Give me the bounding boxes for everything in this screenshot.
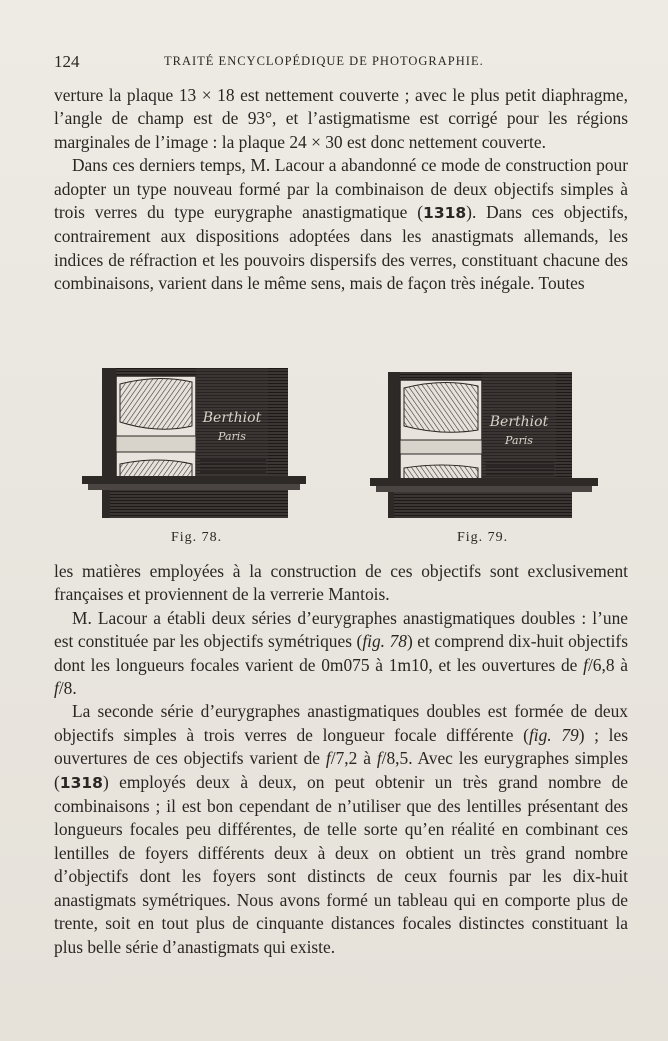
engraving-city: Paris	[505, 434, 533, 447]
paragraph-4	[54, 607, 628, 701]
figure-78-caption: Fig. 78.	[171, 530, 223, 545]
paragraph-2-text-a: Dans ces derniers temps, M. Lacour a abandonné ce mode de construction pour adopter un type nouveau formé par la combinaison de deux objectifs simples à trois verres du type eurygraphe anastigmatique (	[54, 155, 628, 223]
aperture-symbol: f	[583, 654, 588, 675]
engraving-city: Paris	[218, 430, 246, 443]
paragraph-5-text-c: /7,2 à	[330, 748, 377, 769]
running-head: TRAITÉ ENCYCLOPÉDIQUE DE PHOTOGRAPHIE.	[164, 54, 484, 68]
paragraph-5-text-e: ) employés deux à deux, on peut obtenir un très grand nombre de combinaisons ; il est bon cependant de n’utiliser que des lentilles présentant des longueurs focales peu différentes, de telle sorte qu’en réalité en combinant ces lentilles de foyers différents deux à deux on obtient un très grand nombre d’objectifs dont les foyers sont distincts de ceux fournis par les dix-huit anastigmats symétriques. Nous avons formé un tableau qui en comporte plus de trente, soit en tout plus de cinquante distances focales distinctes constituant la plus belle série d’anastigmats qui existe.	[54, 771, 628, 957]
paragraph-5-text-b: ) ; les ouvertures de ces objectifs varient de	[54, 724, 628, 769]
paragraph-5-text-d: /8,5. Avec les eurygraphes simples (	[54, 748, 628, 792]
engraving-maker: Berthiot	[202, 410, 262, 426]
page-header	[54, 52, 620, 76]
engraving-maker: Berthiot	[489, 414, 549, 430]
paragraph-4-text-a: M. Lacour a établi deux séries d’eurygraphes anastigmatiques doubles : l’une est constituée par les objectifs symétriques (	[54, 607, 628, 652]
paragraph-1: verture la plaque 13 × 18 est nettement couverte ; avec le plus petit diaphragme, l’angle de champ est de 93°, et l’astigmatisme est corrigé pour les régions marginales de l’image : la plaque 24 × 30 est donc nettement couverte.	[54, 85, 628, 152]
paragraph-5-text-a: La seconde série d’eurygraphes anastigmatiques doubles est formée de deux objectifs simples à trois verres de longueur focale différente (	[54, 701, 628, 745]
paragraph-4-text-b: ) et comprend dix-huit objectifs dont les longueurs focales varient de 0m075 à 1m10, et les ouvertures de	[54, 631, 628, 675]
section-reference: 1318	[423, 204, 467, 223]
figure-78-lens-illustration	[80, 364, 308, 524]
figure-79-caption: Fig. 79.	[457, 530, 509, 545]
paragraph-4-text-c: /6,8 à	[587, 654, 629, 675]
figure-reference: fig. 78	[362, 631, 407, 652]
text-block-bottom	[54, 560, 628, 959]
aperture-symbol: f	[54, 678, 59, 699]
paragraph-4-text-d: /8.	[58, 678, 77, 699]
paragraph-2	[54, 154, 628, 295]
paragraph-2-text-b: ). Dans ces objectifs, contrairement aux dispositions adoptées dans les anastigmats allemands, les indices de réfraction et les pouvoirs dispersifs des verres, constituant chacune des combinaisons, varient dans le même sens, mais de façon très inégale. Toutes	[54, 202, 628, 294]
section-reference: 1318	[59, 773, 103, 792]
paragraph-5	[54, 700, 628, 958]
figure-79-lens-illustration	[368, 364, 600, 524]
text-block-top	[54, 84, 628, 296]
aperture-symbol: f	[325, 748, 331, 769]
aperture-symbol: f	[376, 748, 382, 769]
page-number: 124	[54, 52, 80, 71]
paragraph-3: les matières employées à la construction de ces objectifs sont exclusivement françaises et proviennent de la verrerie Mantois.	[54, 561, 628, 605]
figure-reference: fig. 79	[528, 724, 579, 745]
